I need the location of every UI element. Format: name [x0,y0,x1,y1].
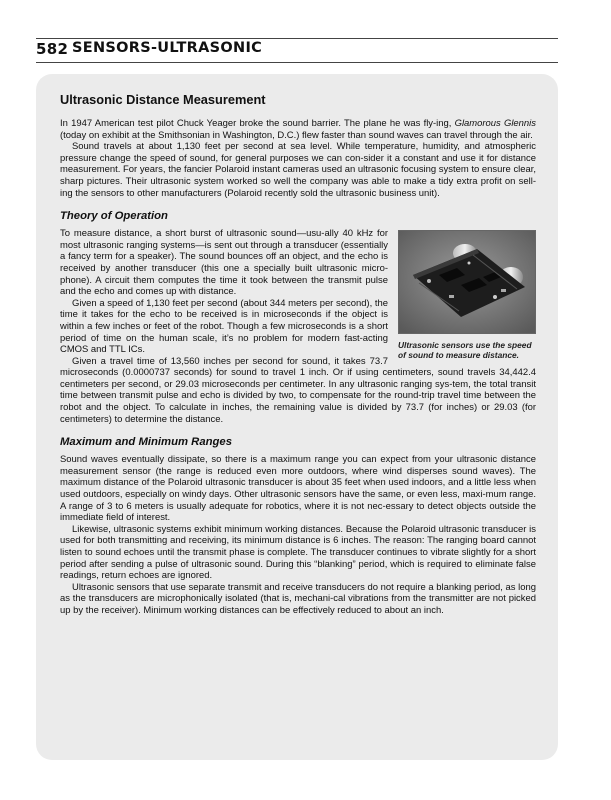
section-title: SENSORS-ULTRASONIC [72,40,263,56]
page-number: 582 [36,40,69,58]
theory-paragraph-3: Given a travel time of 13,560 inches per second for sound, it takes 73.7 microseconds (0.0000737 seconds) for sound to travel 1 inch. Or if using centimeters, sound travels 34,442.4 centimeters per second, or 29.03 microseconds per centimeter. In any ultrasonic ranging sys-tem, the total transit time between transmit pulse and echo is divided by two, to compensate for the round-trip travel time between the robot and the object. To calculate in inches, the remaining value is divided by 73.7 (for inches) or 29.03 (for centimeters) to determine the distance. [60,355,536,425]
article-content [60,92,536,617]
sensor-figure [398,230,536,360]
spacer [60,199,536,209]
article-title: Ultrasonic Distance Measurement [60,92,266,107]
ranges-paragraph-1: Sound waves eventually dissipate, so there is a maximum range you can expect from your ultrasonic distance measurement sensor (the range is reduced even more outdoors, where wind disperses sound waves). The maximum distance of the Polaroid ultrasonic transducer is about 35 feet when used indoors, and a little less when used outdoors, especially on windy days. Other ultrasonic sensors have the same, or even less, maxi-mum range. A range of 3 to 6 meters is usually adequate for robotics, where it is not nec-essary to detect objects outside the immediate field of interest. [60,454,536,524]
spacer [60,425,536,435]
header-rule-top [36,38,558,39]
theory-paragraph-2: Given a speed of 1,130 feet per second (about 344 meters per second), the time it takes for the echo to be received is in microseconds if the object is within a few inches or feet of the robot. Though a few microseconds is a short period of time on the human scale, it’s no problem for modern fast-acting CMOS and TTL ICs. [60,297,388,356]
ranges-heading: Maximum and Minimum Ranges [60,436,232,449]
intro-text-after: (today on exhibit at the Smithsonian in Washington, D.C.) flew faster than sound waves can travel through the air. [60,129,533,141]
intro-paragraph-2: Sound travels at about 1,130 feet per second at sea level. While temperature, humidity, and atmospheric pressure change the speed of sound, for general purposes we can con-sider it a constant and use it for distance measurement. For years, the fancier Polaroid instant cameras used an ultrasonic focusing system to ensure clear, sharp pictures. Their ultrasonic system worked so well the company was able to make a tidy extra profit on sell-ing the sensors to other manufacturers (Polaroid recently sold the ultrasonic business unit). [60,141,536,199]
theory-paragraph-1: To measure distance, a short burst of ultrasonic sound—usu-ally 40 kHz for most ultrasonic ranging systems—is sent out through a transducer (essentially a fancy term for a speaker). The sound bounces off an object, and the echo is received by another transducer (this one a specially built ultrasonic micro-phone). A circuit them computes the time it took between the transmit pulse and the echo and comes up with distance. [60,228,388,298]
ranges-paragraph-2: Likewise, ultrasonic systems exhibit minimum working distances. Because the Polaroid ultrasonic transducer is used for both transmitting and receiving, its minimum distance is 6 inches. The reason: The ranging board cannot listen to sound echoes until the transmit phase is complete. The transducer continues to vibrate slightly for a short period after sending a pulse of ultrasonic sound. During this “blanking” period, which is required to eliminate false readings, return echoes are ignored. [60,523,536,582]
sensor-photo [398,230,536,334]
figure-caption: Ultrasonic sensors use the speed of sound to measure distance. [398,340,532,361]
intro-paragraph-1 [60,118,536,141]
intro-text-before: In 1947 American test pilot Chuck Yeager broke the sound barrier. The plane he was fly-ing, [60,118,455,129]
theory-heading: Theory of Operation [60,210,168,223]
ultrasonic-sensor-image [399,231,535,333]
ranges-paragraph-3: Ultrasonic sensors that use separate transmit and receive transducers do not require a blanking period, as long as the transducers are microphonically isolated (that is, mechani-cal vibrations from the transmitter are not picked up by the receiver). Minimum working distances can be effectively reduced to about an inch. [60,581,536,616]
header-rule-bottom [36,62,558,63]
plane-name: Glamorous Glennis [454,118,536,129]
